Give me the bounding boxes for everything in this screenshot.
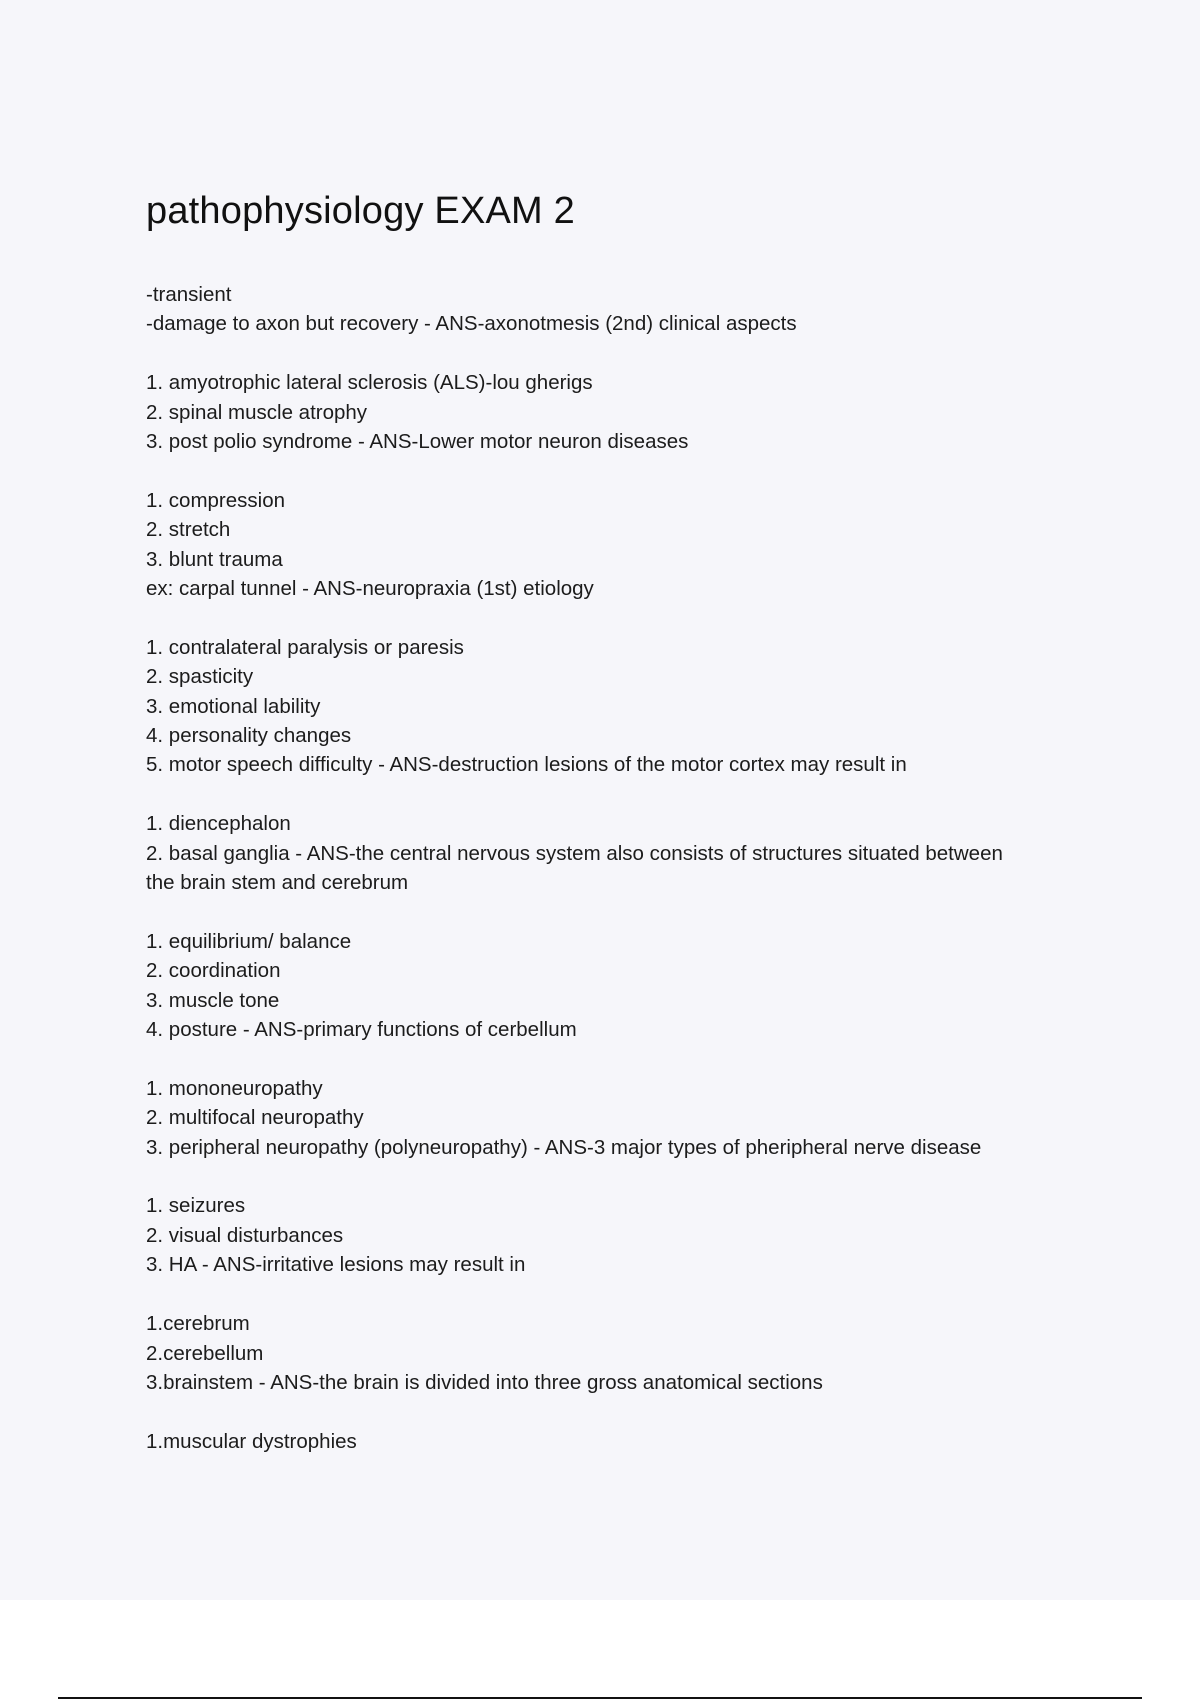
document-body	[146, 280, 1106, 1486]
text-line: 2. basal ganglia - ANS-the central nervous system also consists of structures situated between	[146, 841, 1003, 865]
text-line: 1. amyotrophic lateral sclerosis (ALS)-lou gherigs	[146, 371, 593, 395]
text-line: 1.muscular dystrophies	[146, 1429, 357, 1453]
text-line: 4. posture - ANS-primary functions of cerbellum	[146, 1018, 577, 1042]
text-line: 1. equilibrium/ balance	[146, 929, 352, 953]
text-line: 3.brainstem - ANS-the brain is divided into three gross anatomical sections	[146, 1370, 823, 1394]
qa-block	[146, 1191, 1106, 1279]
qa-block	[146, 368, 1106, 456]
qa-block	[146, 633, 1106, 780]
qa-block	[146, 927, 1106, 1045]
text-line: 3. blunt trauma	[146, 547, 283, 571]
text-line: 2. visual disturbances	[146, 1223, 344, 1247]
text-line: 2.cerebellum	[146, 1341, 264, 1365]
qa-block	[146, 280, 1106, 339]
qa-block	[146, 1427, 1106, 1456]
text-line: 5. motor speech difficulty - ANS-destruction lesions of the motor cortex may result in	[146, 753, 907, 777]
text-line: 1. mononeuropathy	[146, 1076, 323, 1100]
text-line: 1. compression	[146, 488, 286, 512]
text-line: the brain stem and cerebrum	[146, 871, 409, 895]
text-line: 3. muscle tone	[146, 988, 280, 1012]
text-line: -transient	[146, 283, 232, 306]
document-title: pathophysiology EXAM 2	[146, 190, 575, 232]
text-line: 2. coordination	[146, 959, 281, 983]
text-line: 2. stretch	[146, 518, 231, 542]
text-line: 2. spasticity	[146, 665, 254, 689]
text-line: ex: carpal tunnel - ANS-neuropraxia (1st) etiology	[146, 577, 594, 601]
text-line: 2. multifocal neuropathy	[146, 1106, 364, 1130]
text-line: 4. personality changes	[146, 724, 352, 748]
footer-divider	[58, 1697, 1142, 1699]
qa-block	[146, 1074, 1106, 1162]
qa-block	[146, 1309, 1106, 1397]
text-line: 1. diencephalon	[146, 812, 291, 836]
text-line: 1. seizures	[146, 1194, 246, 1218]
text-line: 1. contralateral paralysis or paresis	[146, 635, 464, 659]
text-line: 1.cerebrum	[146, 1312, 250, 1336]
text-line: 3. peripheral neuropathy (polyneuropathy) - ANS-3 major types of pheripheral nerve disease	[146, 1135, 982, 1159]
qa-block	[146, 486, 1106, 604]
text-line: 3. post polio syndrome - ANS-Lower motor neuron diseases	[146, 430, 689, 454]
text-line: -damage to axon but recovery - ANS-axonotmesis (2nd) clinical aspects	[146, 312, 797, 336]
text-line: 3. emotional lability	[146, 694, 321, 718]
text-line: 3. HA - ANS-irritative lesions may result in	[146, 1253, 526, 1277]
text-line: 2. spinal muscle atrophy	[146, 400, 368, 424]
qa-block	[146, 809, 1106, 897]
